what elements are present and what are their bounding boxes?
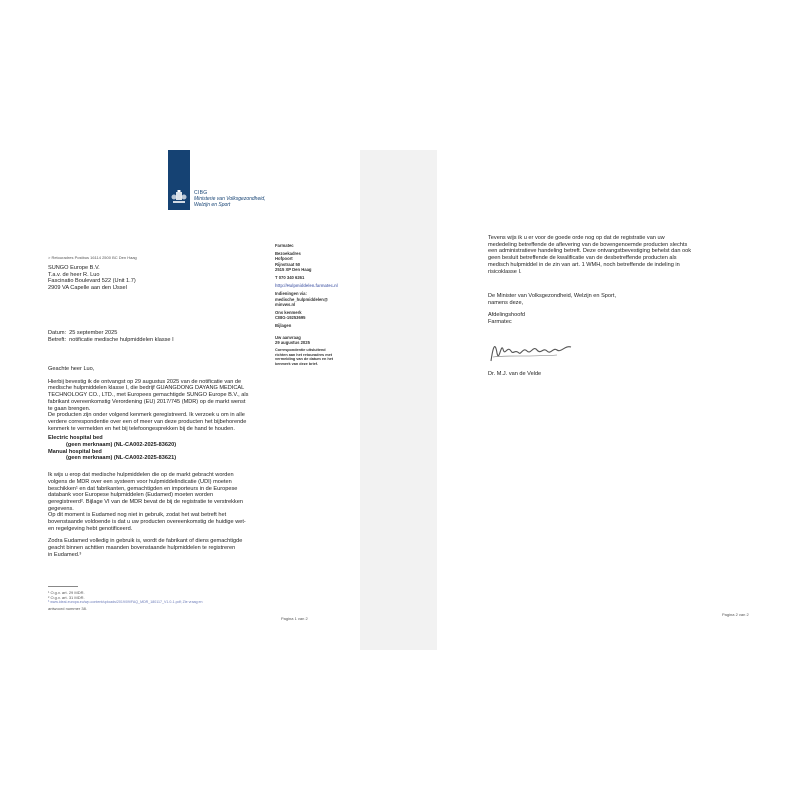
sidebar-ref-value: CIBG-19253695	[275, 315, 306, 321]
para3-line: geacht binnen achttien maanden bovenstaande hulpmiddelen te registreren	[48, 545, 236, 552]
date-label: Datum:	[48, 330, 67, 336]
para2-line: bovenstaande voldoende is dat u uw producten overeenkomstig de huidige wet-	[48, 519, 246, 526]
product-code: (geen merknaam) (NL-CA002-2025-83621)	[66, 455, 177, 462]
coat-of-arms-icon	[171, 190, 187, 204]
footnote: antwoord nummer 38.	[48, 605, 87, 611]
date-value: 25 september 2025	[69, 330, 118, 336]
product-name: Manual hospital bed	[48, 448, 102, 455]
closing-line: namens deze,	[488, 299, 524, 306]
para1-line: TECHNOLOGY CO., LTD., met Europees gemachtigde SUNGO Europe B.V., als	[48, 392, 249, 399]
signatory-name: Dr. M.J. van de Velde	[488, 371, 542, 377]
page2-line: medisch hulpmiddel in de zin van art. 1 WMH, noch betreffende de indeling in	[488, 261, 680, 268]
paragraph-1	[48, 379, 273, 433]
para3-line: Zodra Eudamed volledig in gebruik is, wordt de fabrikant of diens gemachtigde	[48, 538, 243, 545]
sidebar-phone: T 070 340 6261	[275, 275, 305, 281]
page2-paragraph	[488, 235, 718, 275]
product-list	[48, 435, 273, 462]
page-gap	[360, 150, 437, 650]
sidebar-submit-label: Indieningen via:	[275, 291, 307, 297]
recipient-block	[48, 265, 136, 292]
page2-line: een administratieve handeling betreft. Deze ontvangstbevestiging behelst dan ook	[488, 248, 692, 255]
para1-line: kenmerk te vermelden en het bij telefoongesprekken bij de hand te houden.	[48, 425, 235, 432]
footnote: ¹ O.g.v. art. 29 MDR.	[48, 590, 85, 595]
page2-line: mededeling betreffende de aflevering van de bovengenoemde producten slechts	[488, 241, 688, 248]
sidebar-submit-line2: minvws.nl	[275, 301, 296, 307]
para1-line: Hierbij bevestig ik de ontvangst op 29 augustus 2025 van de notificatie van de	[48, 378, 242, 385]
salutation: Geachte heer Luo,	[48, 366, 95, 372]
sidebar-your-letter-label: Uw aanvraag	[275, 334, 301, 340]
sidebar-enclosures-label: Bijlagen	[275, 323, 292, 329]
signature-image	[487, 335, 579, 367]
recipient-city: 2909 VA Capelle aan den IJssel	[48, 285, 127, 292]
footnote-divider	[48, 586, 78, 587]
para2-line: en regelgeving hebt genotificeerd.	[48, 525, 133, 532]
return-address: > Retouradres Postbus 16114 2500 BC Den Haag	[48, 255, 137, 260]
para2-line: gegevens.	[48, 505, 74, 512]
sidebar-your-letter-date: 29 augustus 2025	[275, 339, 310, 345]
product-code: (geen merknaam) (NL-CA002-2025-83620)	[66, 442, 177, 449]
letter-page-1	[0, 150, 360, 650]
recipient-attn: T.a.v. de heer R. Luo	[48, 271, 100, 278]
subject-label: Betreft:	[48, 336, 67, 343]
meta-block	[48, 330, 174, 343]
sidebar-street: Rijnstraat 50	[275, 261, 301, 267]
para2-line: databank voor Europese hulpmiddelen (Eudamed) moeten worden	[48, 492, 214, 499]
sidebar-ref-label: Ons kenmerk	[275, 310, 302, 316]
para1-line: fabrikant overeenkomstig Verordening (EU) 2017/745 (MDR) op de markt wenst	[48, 398, 246, 405]
ministry-line2: Welzijn en Sport	[194, 202, 231, 208]
para1-line: medische hulpmiddelen klasse I, die bedrijf GUANGDONG DAYANG MEDICAL	[48, 385, 245, 392]
para1-line: te gaan brengen.	[48, 405, 91, 412]
para2-line: beschikken¹ en dat fabrikanten, gemachtigden en importeurs in de Europese	[48, 485, 238, 492]
para3-line: in Eudamed.³	[48, 551, 82, 558]
para1-line: De producten zijn onder volgend kenmerk geregistreerd. Ik verzoek u om in alle	[48, 412, 245, 419]
sidebar-note: Correspondentie uitsluitend richten aan het retouradres met vermelding van de datum en het kenmerk van deze brief.	[275, 348, 334, 366]
agency-name: CIBG	[194, 190, 208, 196]
page2-line: Tevens wijs ik u er voor de goede orde nog op dat de registratie van uw	[488, 235, 665, 241]
sidebar-visit-label: Bezoekadres	[275, 251, 301, 257]
page-number-1: Pagina 1 van 2	[281, 616, 308, 621]
paragraph-2	[48, 472, 273, 532]
sidebar-url[interactable]: http://Hulpmiddelen.farmatec.nl	[275, 283, 338, 289]
page2-line: geen besluit betreffende de kwalificatie van de desbetreffende producten als	[488, 255, 677, 262]
sidebar-city: 2515 XP Den Haag	[275, 266, 312, 272]
para2-line: volgens de MDR over een systeem voor hulpmiddelindicatie (UDI) moeten	[48, 478, 232, 485]
closing-block	[488, 293, 616, 326]
footnotes	[48, 590, 268, 611]
sidebar-dept: Farmatec	[275, 243, 294, 248]
para2-line: Ik wijs u erop dat medische hulpmiddelen die op de markt gebracht worden	[48, 472, 234, 479]
ministry-line1: Ministerie van Volksgezondheid,	[194, 196, 266, 202]
sidebar-building: Hofpoort	[275, 256, 293, 262]
closing-line: De Minister van Volksgezondheid, Welzijn en Sport,	[488, 293, 616, 299]
page-number-2: Pagina 2 van 2	[722, 612, 749, 617]
signatory-role: Afdelingshoofd	[488, 312, 526, 319]
footnote[interactable]: ³ www.ideal-europa.eu/wp-content/uploads/2019/09/FAQ_MDR_180117_V1.0-1.pdf; Zie vraag en	[48, 600, 203, 605]
para2-line: geregistreerd². Bijlage VI van de MDR bevat de bij de registratie te verstrekken	[48, 498, 243, 505]
product-name: Electric hospital bed	[48, 435, 103, 442]
paragraph-3	[48, 538, 273, 558]
para2-line: Op dit moment is Eudamed nog niet in gebruik, zodat het wat betreft het	[48, 512, 227, 519]
sidebar-submit-line1: medische_hulpmiddelen@	[275, 296, 328, 302]
sidebar	[275, 243, 355, 366]
letter-body	[48, 366, 273, 559]
subject-value: notificatie medische hulpmiddelen klasse I	[69, 336, 174, 343]
para1-line: verdere correspondentie over een of meer van deze producten het bijbehorende	[48, 418, 247, 425]
footnote: ² O.g.v. art. 31 MDR.	[48, 595, 85, 601]
page2-line: risicoklasse I.	[488, 268, 522, 275]
letter-page-2	[437, 150, 800, 650]
signatory-department: Farmatec	[488, 319, 512, 326]
recipient-company: SUNGO Europe B.V.	[48, 265, 100, 271]
recipient-street: Fascinatio Boulevard 522 (Unit 1.7)	[48, 278, 136, 285]
